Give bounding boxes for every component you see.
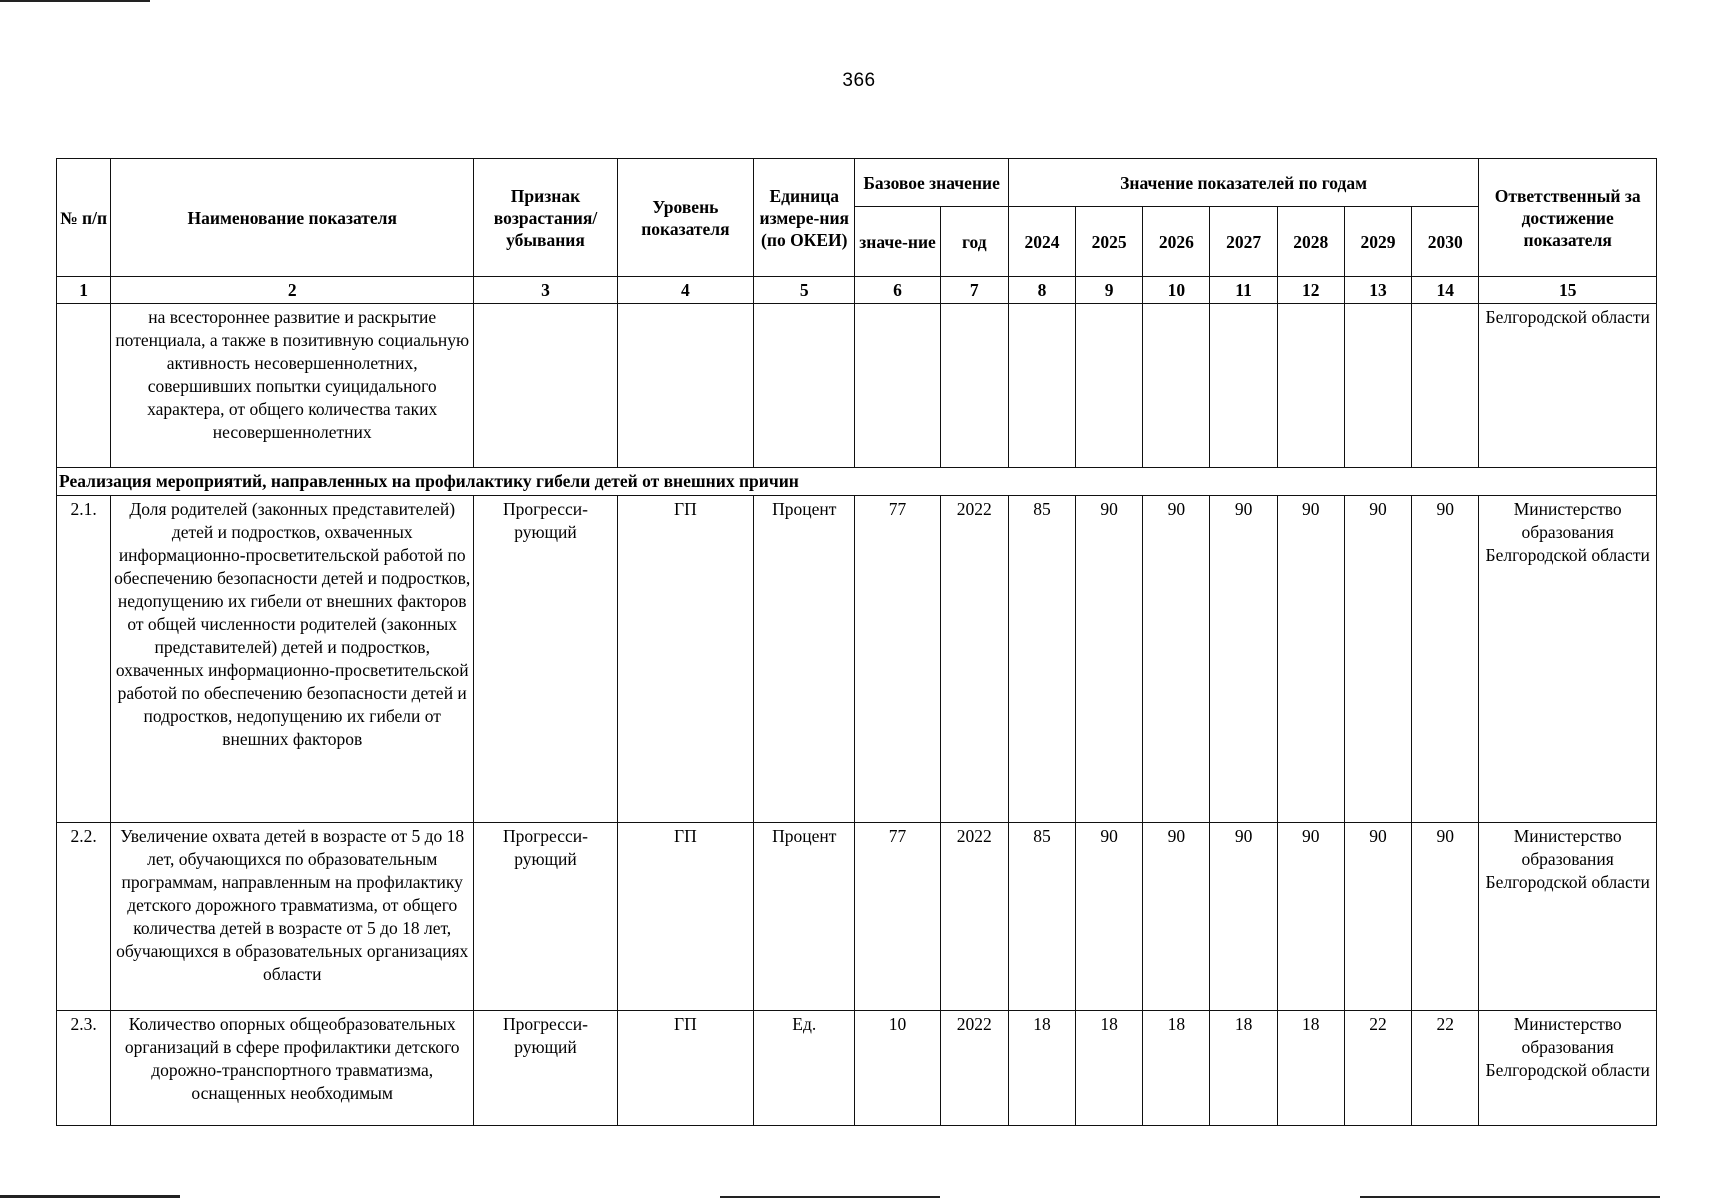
cell-level: ГП: [617, 496, 753, 823]
cell-base-year: 2022: [940, 823, 1008, 1011]
header-year-2025: 2025: [1076, 207, 1143, 277]
cell-value-2026: 18: [1143, 1011, 1210, 1126]
cell-value-2028: 18: [1277, 1011, 1344, 1126]
cell-trend: Прогресси-рующий: [474, 1011, 617, 1126]
cell-value-2028: 90: [1277, 823, 1344, 1011]
table-row: [57, 823, 1657, 1011]
cell-unit: Процент: [754, 823, 855, 1011]
header-year-2030: 2030: [1412, 207, 1479, 277]
header-year-2026: 2026: [1143, 207, 1210, 277]
header-base-value: значе-ние: [855, 207, 940, 277]
column-number: 6: [855, 277, 940, 304]
indicators-table: [56, 158, 1657, 1126]
cell-value-2030: 90: [1412, 496, 1479, 823]
section-row: [57, 468, 1657, 496]
cell-value-2025: 18: [1076, 1011, 1143, 1126]
cell-value-2024: 18: [1008, 1011, 1075, 1126]
header-year-2027: 2027: [1210, 207, 1277, 277]
table-row-continuation: [57, 304, 1657, 468]
header-trend: Признак возрастания/ убывания: [474, 159, 617, 277]
cell-value-2026: 90: [1143, 496, 1210, 823]
header-unit: Единица измере-ния (по ОКЕИ): [754, 159, 855, 277]
cell-responsible: Министерство образования Белгородской области: [1479, 1011, 1657, 1126]
header-base: Базовое значение: [855, 159, 1008, 207]
header-level: Уровень показателя: [617, 159, 753, 277]
cell-value-2025: 90: [1076, 823, 1143, 1011]
header-year-2024: 2024: [1008, 207, 1075, 277]
cell-value-2029: 90: [1344, 496, 1411, 823]
cell-value-2029: 90: [1344, 823, 1411, 1011]
column-number: 2: [111, 277, 474, 304]
cell-name: Количество опорных общеобразовательных организаций в сфере профилактики детского дорожно-транспортного травматизма, оснащенных необходимым: [111, 1011, 474, 1126]
header-year-2028: 2028: [1277, 207, 1344, 277]
cell-name: Доля родителей (законных представителей) детей и подростков, охваченных информационно-просветительской работой по обеспечению безопасности детей и подростков, недопущению их гибели от внешних факторов от общей численности родителей (законных представителей) детей и подростков, охваченных информационно-просветительской работой по обеспечению безопасности детей и подростков, недопущению их гибели от внешних факторов: [111, 496, 474, 823]
cell-value-2026: 90: [1143, 823, 1210, 1011]
cell-responsible: Министерство образования Белгородской области: [1479, 823, 1657, 1011]
header-responsible: Ответственный за достижение показателя: [1479, 159, 1657, 277]
section-title: Реализация мероприятий, направленных на профилактику гибели детей от внешних причин: [57, 468, 1657, 496]
column-number: 3: [474, 277, 617, 304]
column-number: 1: [57, 277, 111, 304]
scan-edge-bottom-left: [0, 1195, 180, 1198]
cell-value-2025: 90: [1076, 496, 1143, 823]
column-number: 14: [1412, 277, 1479, 304]
cell-unit: Ед.: [754, 1011, 855, 1126]
scan-edge-bottom-right: [1360, 1196, 1660, 1198]
cell-value-2028: 90: [1277, 496, 1344, 823]
cell-num: [57, 304, 111, 468]
column-number: 8: [1008, 277, 1075, 304]
cell-value-2024: 85: [1008, 823, 1075, 1011]
cell-responsible: Министерство образования Белгородской области: [1479, 496, 1657, 823]
cell-value-2030: 90: [1412, 823, 1479, 1011]
cell-responsible: Белгородской области: [1479, 304, 1657, 468]
header-num: № п/п: [57, 159, 111, 277]
cell-num: 2.2.: [57, 823, 111, 1011]
cell-num: 2.3.: [57, 1011, 111, 1126]
header-base-year: год: [940, 207, 1008, 277]
column-number: 11: [1210, 277, 1277, 304]
table-row: [57, 1011, 1657, 1126]
cell-base-year: 2022: [940, 496, 1008, 823]
cell-value-2027: 90: [1210, 496, 1277, 823]
cell-num: 2.1.: [57, 496, 111, 823]
table-row: [57, 496, 1657, 823]
cell-trend: Прогресси-рующий: [474, 823, 617, 1011]
cell-unit: Процент: [754, 496, 855, 823]
cell-value-2024: 85: [1008, 496, 1075, 823]
cell-level: ГП: [617, 823, 753, 1011]
cell-value-2029: 22: [1344, 1011, 1411, 1126]
column-number: 10: [1143, 277, 1210, 304]
header-name: Наименование показателя: [111, 159, 474, 277]
column-numbers-row: [57, 277, 1657, 304]
header-year-2029: 2029: [1344, 207, 1411, 277]
cell-name: на всестороннее развитие и раскрытие потенциала, а также в позитивную социальную активность несовершеннолетних, совершивших попытки суицидального характера, от общего количества таких несовершеннолетних: [111, 304, 474, 468]
cell-name: Увеличение охвата детей в возрасте от 5 до 18 лет, обучающихся по образовательным программам, направленным на профилактику детского дорожного травматизма, от общего количества детей в возрасте от 5 до 18 лет, обучающихся в образовательных организациях области: [111, 823, 474, 1011]
header-years: Значение показателей по годам: [1008, 159, 1479, 207]
cell-trend: Прогресси-рующий: [474, 496, 617, 823]
column-number: 13: [1344, 277, 1411, 304]
cell-base-value: 77: [855, 496, 940, 823]
cell-base-value: 77: [855, 823, 940, 1011]
column-number: 4: [617, 277, 753, 304]
scan-edge-bottom-mid: [720, 1196, 940, 1198]
column-number: 5: [754, 277, 855, 304]
page-number: 366: [842, 70, 876, 91]
column-number: 12: [1277, 277, 1344, 304]
cell-value-2030: 22: [1412, 1011, 1479, 1126]
cell-value-2027: 90: [1210, 823, 1277, 1011]
cell-value-2027: 18: [1210, 1011, 1277, 1126]
column-number: 9: [1076, 277, 1143, 304]
column-number: 7: [940, 277, 1008, 304]
column-number: 15: [1479, 277, 1657, 304]
cell-level: ГП: [617, 1011, 753, 1126]
cell-base-value: 10: [855, 1011, 940, 1126]
cell-base-year: 2022: [940, 1011, 1008, 1126]
scan-edge-top: [0, 0, 150, 2]
